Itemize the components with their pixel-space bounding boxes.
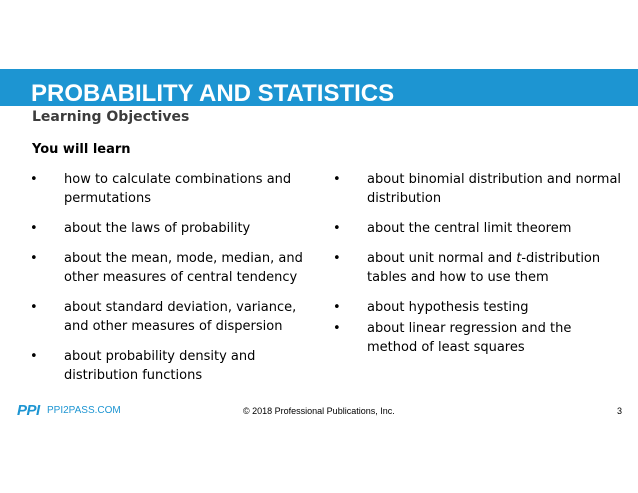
bullet-icon: • — [30, 221, 38, 236]
list-item — [30, 298, 310, 336]
page-number: 3 — [617, 406, 623, 416]
bullet-icon: • — [333, 221, 341, 236]
list-item — [333, 319, 623, 357]
list-item-text: about the laws of probability — [64, 221, 251, 236]
bullet-icon: • — [333, 321, 341, 336]
list-item — [30, 219, 310, 238]
list-item-text-part: about unit normal and — [367, 251, 517, 266]
right-bullet-list — [333, 170, 623, 368]
bullet-icon: • — [30, 172, 38, 187]
bullet-icon: • — [30, 349, 38, 364]
list-item-text: about standard deviation, variance, and other measures of dispersion — [64, 300, 297, 334]
slide-subtitle: Learning Objectives — [32, 109, 190, 125]
left-bullet-list — [30, 170, 310, 396]
list-item-text — [367, 251, 600, 285]
copyright-text: © 2018 Professional Publications, Inc. — [243, 406, 395, 416]
slide-title: PROBABILITY AND STATISTICS — [31, 80, 395, 107]
bullet-icon: • — [333, 251, 341, 266]
list-item-text: about the mean, mode, median, and other measures of central tendency — [64, 251, 303, 285]
bullet-icon: • — [333, 172, 341, 187]
intro-text: You will learn — [32, 142, 131, 157]
list-item — [30, 170, 310, 208]
list-item — [333, 170, 623, 208]
list-item — [30, 347, 310, 385]
ppi-logo: PPI — [17, 402, 40, 419]
logo-site-text: PPI2PASS.COM — [47, 405, 121, 416]
list-item-text-italic: t — [516, 251, 522, 266]
list-item — [333, 298, 623, 317]
list-item — [30, 249, 310, 287]
bullet-icon: • — [30, 300, 38, 315]
list-item — [333, 219, 623, 238]
list-item-text: about linear regression and the method of least squares — [367, 321, 572, 355]
bullet-icon: • — [333, 300, 341, 315]
list-item-text-part: -distribution tables and how to use them — [367, 251, 601, 285]
list-item-text: about binomial distribution and normal distribution — [367, 172, 622, 206]
list-item-text: about the central limit theorem — [367, 221, 572, 236]
list-item-text: about hypothesis testing — [367, 300, 529, 315]
list-item — [333, 249, 623, 287]
bullet-icon: • — [30, 251, 38, 266]
list-item-text: how to calculate combinations and permutations — [64, 172, 292, 206]
list-item-text: about probability density and distribution functions — [64, 349, 256, 383]
